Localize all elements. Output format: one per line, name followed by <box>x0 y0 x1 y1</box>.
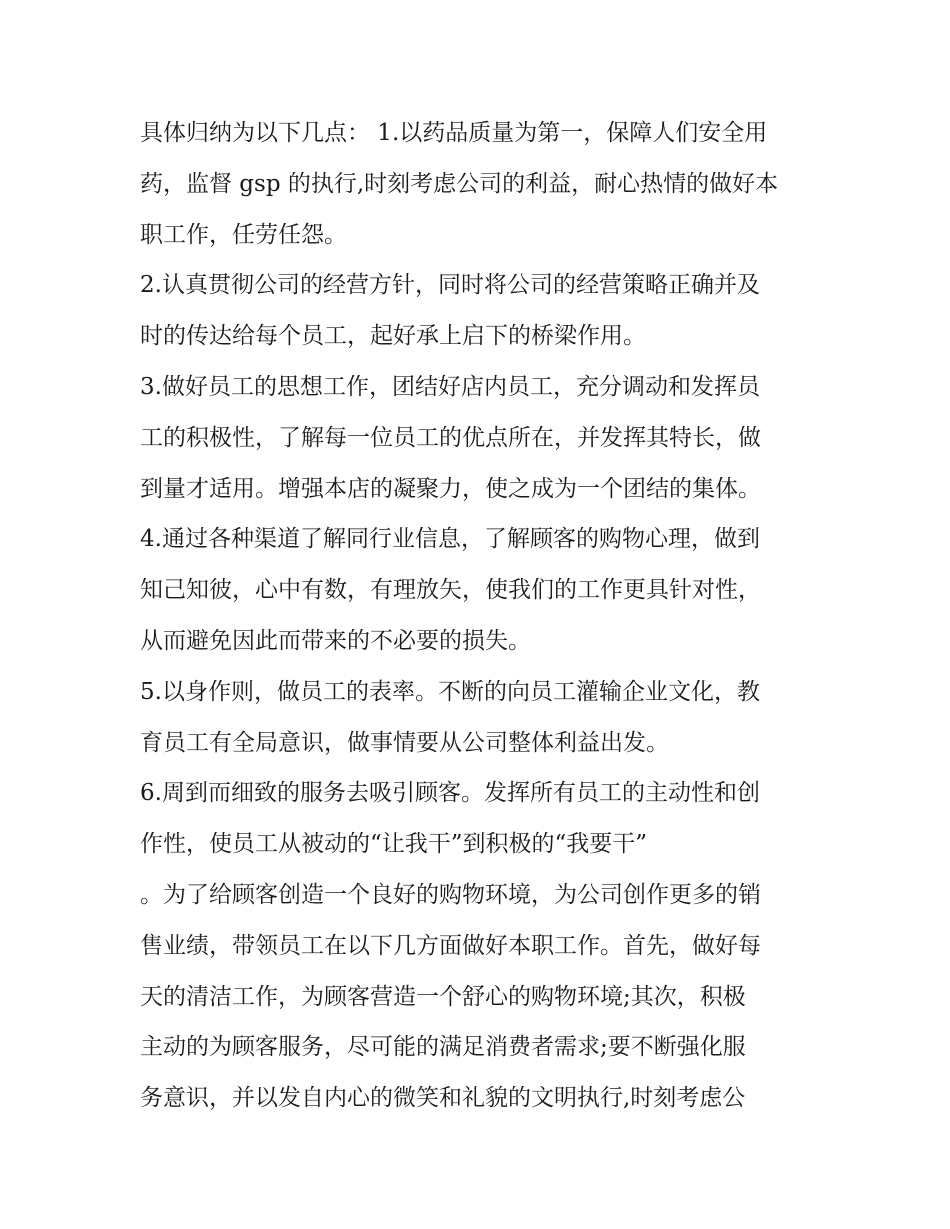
text-line: 职工作，任劳任怨。 <box>140 221 347 248</box>
text-line: 2.认真贯彻公司的经营方针，同时将公司的经营策略正确并及 <box>140 272 760 299</box>
text-line: 务意识，并以发自内心的微笑和礼貌的文明执行,时刻考虑公 <box>140 1085 746 1112</box>
text-line: 主动的为顾客服务，尽可能的满足消费者需求;要不断强化服 <box>140 1034 746 1061</box>
text-line: 时的传达给每个员工，起好承上启下的桥梁作用。 <box>140 323 646 350</box>
text-line: 3.做好员工的思想工作，团结好店内员工，充分调动和发挥员 <box>140 373 760 400</box>
text-line: 。为了给顾客创造一个良好的购物环境，为公司创作更多的销 <box>140 881 761 908</box>
text-line: 作性，使员工从被动的“让我干”到积极的“我要干” <box>140 831 648 858</box>
body-text <box>140 108 820 1124</box>
text-line: 具体归纳为以下几点： 1.以药品质量为第一，保障人们安全用 <box>140 120 768 146</box>
text-line: 药，监督 gsp 的执行,时刻考虑公司的利益，耐心热情的做好本 <box>140 170 779 197</box>
text-line: 5.以身作则，做员工的表率。不断的向员工灌输企业文化，教 <box>140 678 760 705</box>
text-line: 4.通过各种渠道了解同行业信息，了解顾客的购物心理，做到 <box>140 526 760 553</box>
text-line: 工的积极性，了解每一位员工的优点所在，并发挥其特长，做 <box>140 424 761 451</box>
text-line: 从而避免因此而带来的不必要的损失。 <box>140 627 531 654</box>
text-line: 知己知彼，心中有数，有理放矢，使我们的工作更具针对性， <box>140 577 761 604</box>
text-line: 天的清洁工作，为顾客营造一个舒心的购物环境;其次，积极 <box>140 983 746 1010</box>
text-line: 育员工有全局意识，做事情要从公司整体利益出发。 <box>140 729 669 756</box>
text-line: 售业绩，带领员工在以下几方面做好本职工作。首先，做好每 <box>140 932 761 959</box>
text-line: 到量才适用。增强本店的凝聚力，使之成为一个团结的集体。 <box>140 475 761 502</box>
text-line: 6.周到而细致的服务去吸引顾客。发挥所有员工的主动性和创 <box>140 780 760 807</box>
